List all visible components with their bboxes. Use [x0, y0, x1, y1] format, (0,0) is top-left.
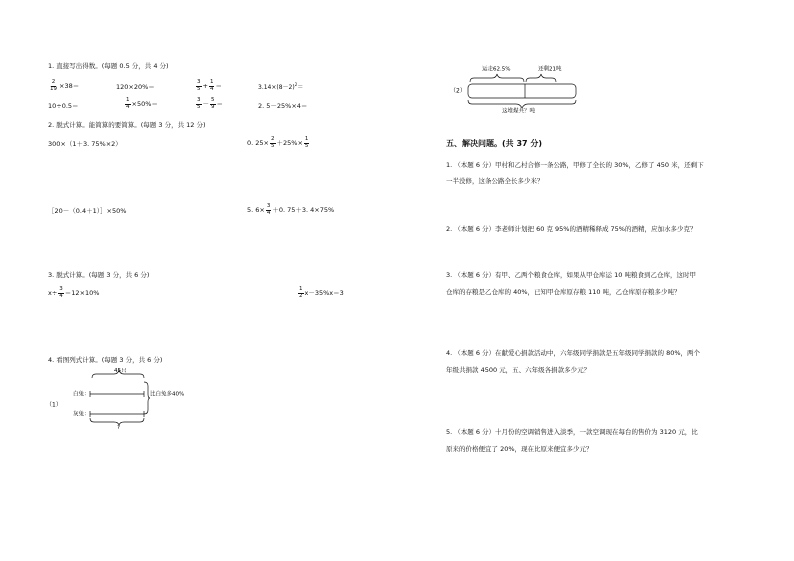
- diagram-1: [44, 368, 204, 430]
- item-3-1: x÷ $\frac{3}{4}$ ＝12×10%: [48, 286, 100, 299]
- item-1-6: $\frac{1}{4}$ ×50%＝: [126, 97, 158, 110]
- section-2-title: 2. 脱式计算。能简算的要简算。(每题 3 分，共 12 分): [48, 121, 206, 129]
- problem-5-line-1: 5. （本题 6 分）十月份的空调销售进入淡季，一款空调现在每台的售价为 3120 元，比: [446, 428, 698, 436]
- label-question: ?: [117, 425, 120, 430]
- item-2-4: 5. 6× $\frac{3}{4}$ ＋0. 75＋3. 4×75%: [247, 203, 335, 216]
- problem-3-line-1: 3. （本题 6 分）有甲、乙两个粮食仓库，如果从甲仓库运 10 吨粮食到乙仓库，这时甲: [446, 271, 696, 279]
- section-3-title: 3. 脱式计算。(每题 3 分，共 6 分): [48, 271, 150, 279]
- section-1-title: 1. 直接写出得数。(每题 0.5 分，共 4 分): [48, 62, 169, 70]
- item-1-7: $\frac{3}{5}$ － $\frac{5}{9}$ ＝: [197, 97, 223, 110]
- problem-1-line-1: 1. （本题 6 分）甲村和乙村合修一条公路，甲修了全长的 30%，乙修了 450 米，还剩下: [446, 161, 704, 169]
- problem-4-line-2: 年级共捐款 4500 元，五、六年级各捐款多少元？: [446, 366, 591, 374]
- label-top: 45只: [114, 368, 127, 375]
- item-3-2: $\frac{1}{2}$ x－35%x＝3: [299, 286, 344, 299]
- section-4-title: 4. 看图列式计算。(每题 3 分，共 6 分): [48, 356, 163, 364]
- coal-bar: [468, 84, 576, 98]
- item-1-4: $3.14\times(8-2)^2=$: [258, 82, 304, 91]
- label-gray: 灰兔：: [73, 411, 90, 418]
- item-2-1: 300×（1＋3. 75%×2）: [48, 140, 122, 148]
- diagram-1-number: （1）: [46, 401, 62, 409]
- problem-3-line-2: 仓库的存粮是乙仓库的 40%，已知甲仓库原存粮 110 吨，乙仓库原存粮多少吨？: [446, 288, 681, 296]
- problem-4-line-1: 4. （本题 6 分）在献爱心捐款活动中，六年级同学捐款是五年级同学捐款的 80%，两个: [446, 349, 701, 357]
- item-1-5: 10÷0.5＝: [48, 102, 79, 110]
- item-1-2: 120×20%＝: [116, 83, 155, 91]
- problem-5-line-2: 原来的价格便宜了 20%，现在比原来便宜多少元？: [446, 445, 593, 453]
- bottom-brace: [468, 100, 576, 108]
- label-bottom: 这堆煤共？吨: [502, 108, 536, 114]
- right-brace: [144, 382, 150, 414]
- bottom-brace: [90, 418, 144, 425]
- diagram-2: [448, 64, 588, 114]
- item-2-3: ［20－（0.4＋1）］×50%: [48, 207, 127, 215]
- section-5-title: 五、解决问题。(共 37 分): [446, 139, 543, 148]
- problem-1-line-2: 一半没修，这条公路全长多少米？: [446, 177, 544, 185]
- label-white: 白兔：: [73, 391, 90, 398]
- fraction: $\frac{2}{19}$: [50, 79, 57, 92]
- item-1-1: $\frac{2}{19}$ ×38＝: [50, 79, 80, 92]
- problem-2: 2. （本题 6 分）李老师计划把 60 克 95%的酒精稀释成 75%的酒精，应加水多少克？: [446, 225, 697, 233]
- label-top-2: 还剩21吨: [538, 66, 562, 73]
- item-1-8: 2. 5－25%×4＝: [258, 102, 308, 110]
- label-top-1: 运走62.5%: [482, 66, 511, 73]
- diagram-2-number: （2）: [450, 87, 466, 95]
- item-2-2: 0. 25× $\frac{2}{5}$ ＋25%× $\frac{1}{5}$: [247, 136, 309, 149]
- top-brace-1: [470, 74, 524, 82]
- item-1-3: $\frac{3}{5}$ + $\frac{1}{4}$ ＝: [197, 79, 222, 92]
- label-right: 比白兔多40%: [150, 391, 185, 398]
- top-brace-2: [526, 74, 556, 82]
